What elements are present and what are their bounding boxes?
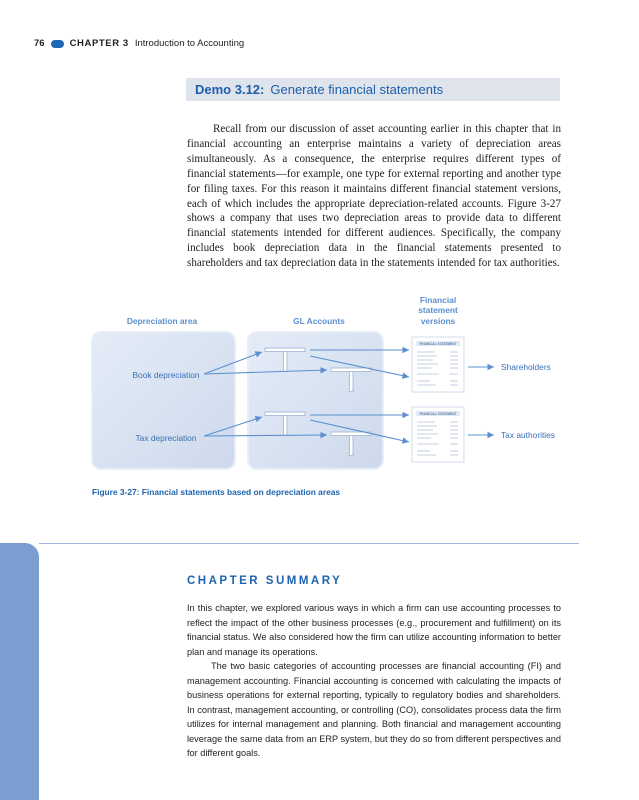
intro-paragraph: Recall from our discussion of asset accounting earlier in this chapter that in financial accounting an enterprise maintains a variety of depreciation areas simultaneously. As a consequence, the enterprise requires different types of financial statements—for example, one type for external reporting and another type for filing taxes. For this reason it maintains different financial statement versions, each of which includes the appropriate depreciation-related accounts. Figure 3-27 shows a company that uses two depreciation areas to provide data to different financial statements intended for different audiences. Specifically, the company includes book depreciation data in the financial statements presented to shareholders and tax depreciation data in the statements intended for tax authorities. xyxy=(187,123,561,270)
financial-statement-document-icon xyxy=(412,407,464,462)
heading-fs-line-3: versions xyxy=(420,316,456,326)
heading-fs-line-1: Financial xyxy=(419,295,457,305)
chapter-marker-icon xyxy=(51,40,64,48)
fs-doc-title: FINANCIAL STATEMENT xyxy=(419,412,457,416)
heading-depreciation-area: Depreciation area xyxy=(126,316,198,326)
chapter-label: CHAPTER 3 xyxy=(69,38,129,49)
heading-gl-accounts: GL Accounts xyxy=(293,316,345,326)
section-divider xyxy=(39,543,579,544)
gl-accounts-box xyxy=(248,332,383,469)
figure-caption: Figure 3-27: Financial statements based on depreciation areas xyxy=(92,487,341,497)
page-number: 76 xyxy=(34,38,45,49)
chapter-summary-body xyxy=(187,601,561,761)
margin-tab xyxy=(0,543,39,800)
demo-title: Generate financial statements xyxy=(270,82,444,97)
tax-depreciation-label: Tax depreciation xyxy=(135,433,197,443)
summary-paragraph: The two basic categories of accounting processes are financial accounting (FI) and management accounting. Financial accounting is concerned with calculating the impacts of business operations for external reporting, typically to regulatory bodies and shareholders. In contrast, management accounting, or controlling (CO), consolidates process data the firm utilizes for internal management and planning. Both financial and management accounting leverage the same data from an ERP system, but they do so from different perspectives and for different goals. xyxy=(187,661,561,759)
heading-fs-line-2: statement xyxy=(418,305,458,315)
chapter-title: Introduction to Accounting xyxy=(134,38,245,49)
fs-doc-title: FINANCIAL STATEMENT xyxy=(419,342,457,346)
shareholders-label: Shareholders xyxy=(501,362,551,372)
financial-statement-document-icon xyxy=(412,337,464,392)
tax-authorities-label: Tax authorities xyxy=(501,430,555,440)
book-depreciation-label: Book depreciation xyxy=(132,370,200,380)
running-header xyxy=(34,38,244,49)
summary-paragraph: In this chapter, we explored various ways in which a firm can use accounting processes to reflect the impact of the other business processes (e.g., procurement and fulfillment) on its financial status. We also considered how the firm can utilize accounting information to better plan and manage its operations. xyxy=(187,603,561,657)
depreciation-area-box xyxy=(92,332,235,469)
depreciation-figure xyxy=(86,286,566,472)
demo-banner xyxy=(186,78,560,101)
demo-label: Demo 3.12: xyxy=(195,82,265,97)
chapter-summary-heading: CHAPTER SUMMARY xyxy=(187,575,343,587)
